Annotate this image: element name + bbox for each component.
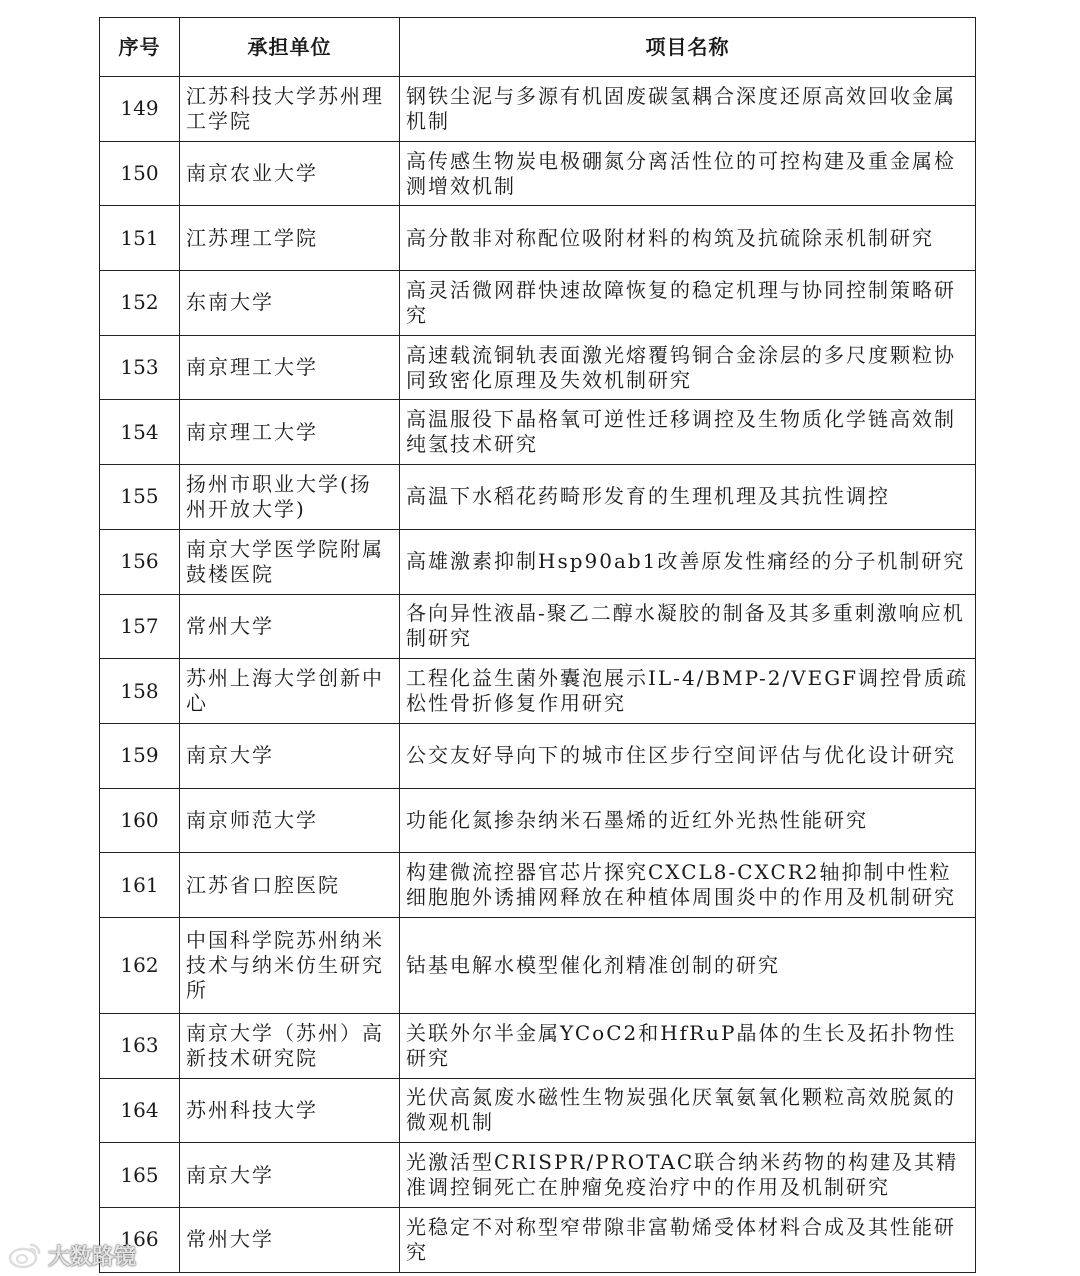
serial-number-cell: 157 [100, 594, 180, 659]
table-row [100, 1208, 976, 1273]
project-name-cell: 钢铁尘泥与多源有机固废碳氢耦合深度还原高效回收金属机制 [400, 77, 976, 142]
serial-number-cell: 153 [100, 335, 180, 400]
table-row [100, 206, 976, 271]
table-row [100, 1143, 976, 1208]
unit-cell: 南京理工大学 [180, 335, 400, 400]
project-name-cell: 构建微流控器官芯片探究CXCL8-CXCR2轴抑制中性粒细胞胞外诱捕网释放在种植体周围炎中的作用及机制研究 [400, 853, 976, 918]
project-name-cell: 各向异性液晶-聚乙二醇水凝胶的制备及其多重刺激响应机制研究 [400, 594, 976, 659]
unit-cell: 南京大学 [180, 723, 400, 788]
header-undertaking-unit: 承担单位 [180, 18, 400, 77]
table-row [100, 788, 976, 853]
serial-number-cell: 149 [100, 77, 180, 142]
unit-cell: 南京师范大学 [180, 788, 400, 853]
table-row [100, 465, 976, 530]
serial-number-cell: 155 [100, 465, 180, 530]
project-name-cell: 功能化氮掺杂纳米石墨烯的近红外光热性能研究 [400, 788, 976, 853]
unit-cell: 常州大学 [180, 1208, 400, 1273]
table-row [100, 400, 976, 465]
project-list-table [99, 17, 976, 1273]
table-row [100, 723, 976, 788]
serial-number-cell: 159 [100, 723, 180, 788]
project-name-cell: 高温下水稻花药畸形发育的生理机理及其抗性调控 [400, 465, 976, 530]
serial-number-cell: 151 [100, 206, 180, 271]
unit-cell: 扬州市职业大学(扬州开放大学) [180, 465, 400, 530]
unit-cell: 南京大学 [180, 1143, 400, 1208]
weibo-logo-icon [8, 1241, 42, 1269]
table-row [100, 271, 976, 336]
project-name-cell: 高分散非对称配位吸附材料的构筑及抗硫除汞机制研究 [400, 206, 976, 271]
unit-cell: 东南大学 [180, 271, 400, 336]
table-row [100, 659, 976, 724]
project-name-cell: 公交友好导向下的城市住区步行空间评估与优化设计研究 [400, 723, 976, 788]
table-row [100, 529, 976, 594]
table-row [100, 1078, 976, 1143]
project-name-cell: 光激活型CRISPR/PROTAC联合纳米药物的构建及其精准调控铜死亡在肿瘤免疫治疗中的作用及机制研究 [400, 1143, 976, 1208]
table-row [100, 1013, 976, 1078]
serial-number-cell: 154 [100, 400, 180, 465]
serial-number-cell: 156 [100, 529, 180, 594]
unit-cell: 常州大学 [180, 594, 400, 659]
header-row [100, 18, 976, 77]
project-name-cell: 光稳定不对称型窄带隙非富勒烯受体材料合成及其性能研究 [400, 1208, 976, 1273]
project-name-cell: 高灵活微网群快速故障恢复的稳定机理与协同控制策略研究 [400, 271, 976, 336]
serial-number-cell: 166 [100, 1208, 180, 1273]
table-row [100, 917, 976, 1013]
watermark-text: 大数路镜 [48, 1244, 137, 1270]
project-name-cell: 高雄激素抑制Hsp90ab1改善原发性痛经的分子机制研究 [400, 529, 976, 594]
unit-cell: 江苏理工学院 [180, 206, 400, 271]
unit-cell: 南京理工大学 [180, 400, 400, 465]
serial-number-cell: 163 [100, 1013, 180, 1078]
serial-number-cell: 158 [100, 659, 180, 724]
serial-number-cell: 162 [100, 917, 180, 1013]
project-name-cell: 高温服役下晶格氧可逆性迁移调控及生物质化学链高效制纯氢技术研究 [400, 400, 976, 465]
serial-number-cell: 150 [100, 141, 180, 206]
serial-number-cell: 161 [100, 853, 180, 918]
project-name-cell: 关联外尔半金属YCoC2和HfRuP晶体的生长及拓扑物性研究 [400, 1013, 976, 1078]
project-name-cell: 钴基电解水模型催化剂精准创制的研究 [400, 917, 976, 1013]
table-header [100, 18, 976, 77]
project-name-cell: 高速载流铜轨表面激光熔覆钨铜合金涂层的多尺度颗粒协同致密化原理及失效机制研究 [400, 335, 976, 400]
unit-cell: 苏州上海大学创新中心 [180, 659, 400, 724]
unit-cell: 江苏科技大学苏州理工学院 [180, 77, 400, 142]
unit-cell: 江苏省口腔医院 [180, 853, 400, 918]
serial-number-cell: 164 [100, 1078, 180, 1143]
project-name-cell: 工程化益生菌外囊泡展示IL-4/BMP-2/VEGF调控骨质疏松性骨折修复作用研究 [400, 659, 976, 724]
serial-number-cell: 165 [100, 1143, 180, 1208]
table-row [100, 335, 976, 400]
table-row [100, 77, 976, 142]
serial-number-cell: 152 [100, 271, 180, 336]
unit-cell: 南京大学医学院附属鼓楼医院 [180, 529, 400, 594]
header-serial-number: 序号 [100, 18, 180, 77]
project-name-cell: 高传感生物炭电极硼氮分离活性位的可控构建及重金属检测增效机制 [400, 141, 976, 206]
table-row [100, 853, 976, 918]
table-row [100, 594, 976, 659]
unit-cell: 中国科学院苏州纳米技术与纳米仿生研究所 [180, 917, 400, 1013]
header-project-name: 项目名称 [400, 18, 976, 77]
unit-cell: 南京农业大学 [180, 141, 400, 206]
watermark [8, 1240, 136, 1270]
unit-cell: 苏州科技大学 [180, 1078, 400, 1143]
unit-cell: 南京大学（苏州）高新技术研究院 [180, 1013, 400, 1078]
table-row [100, 141, 976, 206]
serial-number-cell: 160 [100, 788, 180, 853]
project-name-cell: 光伏高氮废水磁性生物炭强化厌氧氨氧化颗粒高效脱氮的微观机制 [400, 1078, 976, 1143]
table-body [100, 77, 976, 1273]
